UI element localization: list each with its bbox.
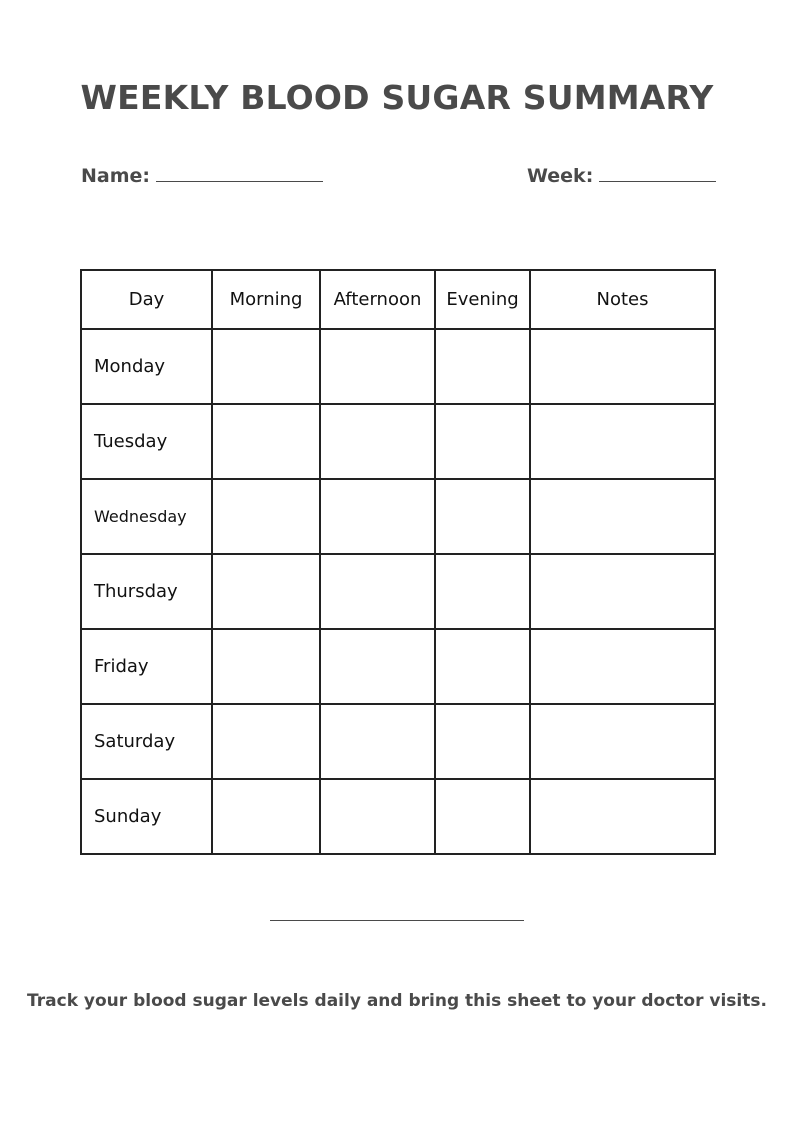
morning-cell[interactable] [212,404,320,479]
morning-cell[interactable] [212,704,320,779]
evening-cell[interactable] [435,704,530,779]
table-row [81,329,715,404]
day-cell-saturday: Saturday [81,704,212,779]
blood-sugar-log-table [80,269,716,855]
table-row [81,404,715,479]
signature-line[interactable] [270,920,524,921]
day-cell-sunday: Sunday [81,779,212,854]
evening-cell[interactable] [435,629,530,704]
table-row [81,554,715,629]
notes-cell[interactable] [530,404,715,479]
notes-cell[interactable] [530,479,715,554]
notes-cell[interactable] [530,779,715,854]
evening-cell[interactable] [435,479,530,554]
table-row [81,779,715,854]
evening-cell[interactable] [435,329,530,404]
page-title: WEEKLY BLOOD SUGAR SUMMARY [80,78,714,117]
header-notes: Notes [530,270,715,329]
table-row [81,479,715,554]
table-header-row [81,270,715,329]
header-evening: Evening [435,270,530,329]
evening-cell[interactable] [435,779,530,854]
week-blank-line[interactable] [599,163,716,182]
table-row [81,704,715,779]
table-row [81,629,715,704]
header-morning: Morning [212,270,320,329]
morning-cell[interactable] [212,554,320,629]
notes-cell[interactable] [530,329,715,404]
morning-cell[interactable] [212,479,320,554]
evening-cell[interactable] [435,404,530,479]
afternoon-cell[interactable] [320,704,435,779]
week-field [527,163,716,187]
header-afternoon: Afternoon [320,270,435,329]
day-cell-friday: Friday [81,629,212,704]
morning-cell[interactable] [212,779,320,854]
name-field [81,163,323,187]
notes-cell[interactable] [530,704,715,779]
morning-cell[interactable] [212,329,320,404]
afternoon-cell[interactable] [320,479,435,554]
evening-cell[interactable] [435,554,530,629]
day-cell-monday: Monday [81,329,212,404]
footer-instructions: Track your blood sugar levels daily and bring this sheet to your doctor visits. [27,991,767,1011]
name-label: Name: [81,165,151,187]
afternoon-cell[interactable] [320,779,435,854]
week-label: Week: [527,165,594,187]
afternoon-cell[interactable] [320,554,435,629]
name-blank-line[interactable] [156,163,323,182]
day-cell-wednesday: Wednesday [81,479,212,554]
notes-cell[interactable] [530,629,715,704]
afternoon-cell[interactable] [320,404,435,479]
afternoon-cell[interactable] [320,629,435,704]
morning-cell[interactable] [212,629,320,704]
header-day: Day [81,270,212,329]
day-cell-tuesday: Tuesday [81,404,212,479]
notes-cell[interactable] [530,554,715,629]
afternoon-cell[interactable] [320,329,435,404]
day-cell-thursday: Thursday [81,554,212,629]
